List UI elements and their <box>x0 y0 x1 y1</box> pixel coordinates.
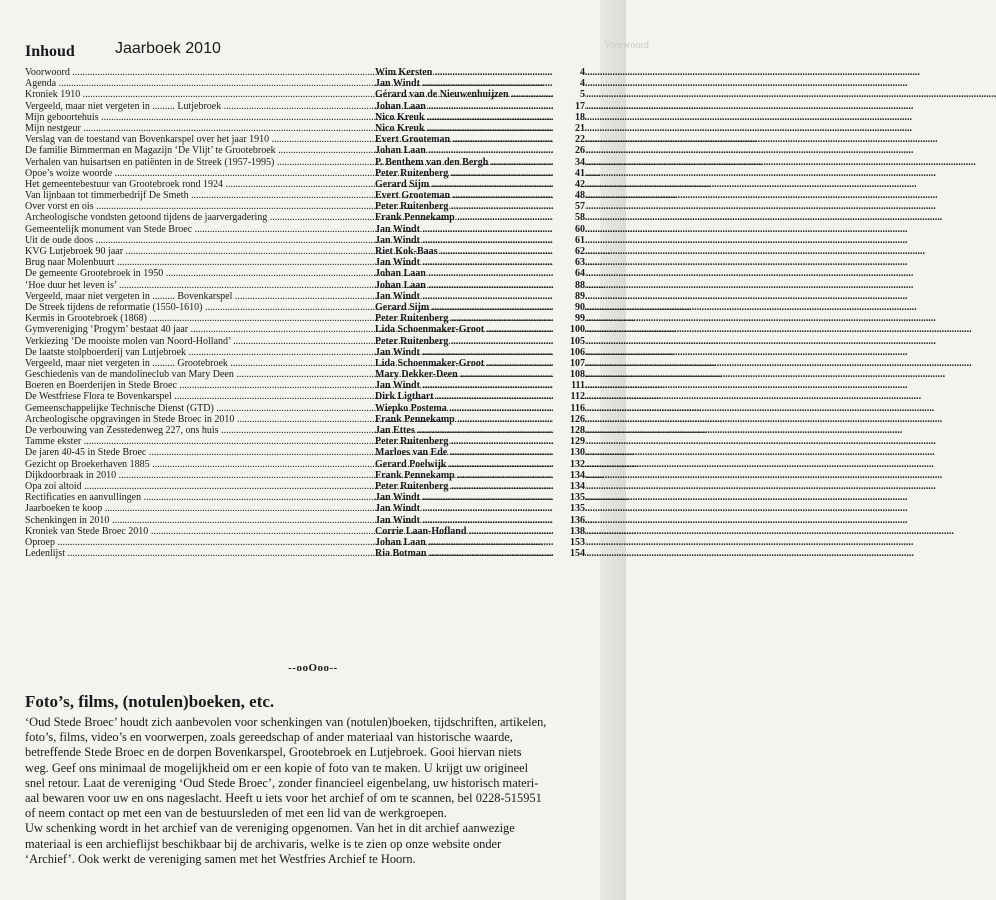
toc-entry <box>25 224 585 235</box>
toc-entry-author: Peter Ruitenberg ..... <box>375 168 553 179</box>
toc-entry-page: 26 <box>553 145 585 156</box>
toc-entry <box>25 548 585 559</box>
toc-entry-author: Nico Kreuk ..... <box>375 112 553 123</box>
toc-entry-author: Lida Schoenmaker-Groot ..... <box>375 358 553 369</box>
toc-entry-title: Gemeenschappelijke Technische Dienst (GTD) ..... <box>25 403 375 414</box>
toc-entry <box>25 179 585 190</box>
toc-entry-page: 99 <box>553 313 585 324</box>
toc-entry-author: Peter Ruitenberg ..... <box>375 201 553 212</box>
toc-entry-page: 90 <box>553 302 585 313</box>
toc-entry <box>25 537 585 548</box>
toc-entry-page: 105 <box>553 336 585 347</box>
toc-entry-author: Jan Windt ..... <box>375 78 553 89</box>
toc-entry-author: Evert Grooteman ..... <box>375 190 553 201</box>
toc-entry-author: Jan Windt ..... <box>375 503 553 514</box>
toc-entry-title: Het gemeentebestuur van Grootebroek rond 1924 ..... <box>25 179 375 190</box>
toc-entry-author: Gerard Sijm ..... <box>375 179 553 190</box>
toc-entry-author: Peter Ruitenberg ..... <box>375 481 553 492</box>
toc-entry-title: Kroniek van Stede Broec 2010 ..... <box>25 526 375 537</box>
toc-entry <box>25 212 585 223</box>
body-line: betreffende Stede Broec en de dorpen Bovenkarspel, Grootebroek en Lutjebroek. Gooi hiervan niets <box>25 745 522 760</box>
toc-entry <box>25 168 585 179</box>
toc-entry-author: Jan Windt ..... <box>375 257 553 268</box>
body-line: foto’s, films, video’s en voorwerpen, zoals gereedschap of ander materiaal van historische waarde, <box>25 730 513 745</box>
toc-entry-title: De jaren 40-45 in Stede Broec ..... <box>25 447 375 458</box>
toc-entry <box>25 257 585 268</box>
toc-entry <box>25 414 585 425</box>
adjacent-page-heading: Voorwoord <box>604 40 649 51</box>
toc-entry <box>25 67 585 78</box>
toc-entry-page: 134 <box>553 481 585 492</box>
toc-entry-title: Mijn geboortehuis ..... <box>25 112 375 123</box>
body-line: of neem contact op met een van de bestuursleden of met een lid van de werkgroepen. <box>25 806 447 821</box>
toc-entry-page: 129 <box>553 436 585 447</box>
toc-entry-title: Mijn nestgeur ..... <box>25 123 375 134</box>
toc-entry-page: 154 <box>553 548 585 559</box>
toc-entry <box>25 134 585 145</box>
toc-entry-title: Gymvereniging ‘Progym’ bestaat 40 jaar ..... <box>25 324 375 335</box>
toc-entry-page: 42 <box>553 179 585 190</box>
yearbook-title: Jaarboek 2010 <box>115 40 221 57</box>
toc-entry-title: De Streek tijdens de reformatie (1550-1610) ..... <box>25 302 375 313</box>
toc-entry-title: Uit de oude doos ..... <box>25 235 375 246</box>
toc-entry <box>25 369 585 380</box>
toc-entry <box>25 436 585 447</box>
toc-entry-title: De Westfriese Flora te Bovenkarspel ..... <box>25 391 375 402</box>
toc-entry-author: Frank Pennekamp ..... <box>375 470 553 481</box>
toc-entry-page: 106 <box>553 347 585 358</box>
toc-entry-title: Agenda ..... <box>25 78 375 89</box>
toc-entry-page: 100 <box>553 324 585 335</box>
toc-entry-author: Mary Dekker-Deen ..... <box>375 369 553 380</box>
toc-entry-page: 128 <box>553 425 585 436</box>
body-line: aal bewaren voor uw en ons nageslacht. Heeft u iets voor het archief of om te scannen, bel 0228-515951 <box>25 791 542 806</box>
toc-entry-page: 89 <box>553 291 585 302</box>
toc-entry-author: Jan Windt ..... <box>375 380 553 391</box>
body-line: weg. Geef ons minimaal de mogelijkheid om er een kopie of foto van te maken. U krijgt uw origineel <box>25 760 529 775</box>
toc-entry-author: Johan Laan ..... <box>375 101 553 112</box>
separator: --ooOoo-- <box>288 662 338 674</box>
section-heading: Inhoud <box>25 43 75 60</box>
toc-entry-page: 22 <box>553 134 585 145</box>
toc-entry <box>25 447 585 458</box>
toc-entry <box>25 391 585 402</box>
section-title: Foto’s, films, (notulen)boeken, etc. <box>25 692 275 711</box>
toc-entry-author: Jan Windt ..... <box>375 291 553 302</box>
toc-entry-title: Schenkingen in 2010 ..... <box>25 515 375 526</box>
toc-entry-title: Gezicht op Broekerhaven 1885 ..... <box>25 459 375 470</box>
toc-entry <box>25 157 585 168</box>
toc-entry-author: Lida Schoenmaker-Groot ..... <box>375 324 553 335</box>
toc-entry <box>25 492 585 503</box>
toc-entry-author: Jan Windt ..... <box>375 224 553 235</box>
toc-entry-title: Vergeeld, maar niet vergeten in ......... Lutjebroek ..... <box>25 101 375 112</box>
toc-entry-author: Gérard van de Nieuwenhuijzen ..... <box>375 89 553 100</box>
toc-entry <box>25 515 585 526</box>
toc-entry-page: 4 <box>553 67 585 78</box>
toc-entry-title: Oproep ..... <box>25 537 375 548</box>
toc-entry-author: Peter Ruitenberg ..... <box>375 313 553 324</box>
toc-entry-title: Boeren en Boerderijen in Stede Broec ..... <box>25 380 375 391</box>
toc-entry-author: Peter Ruitenberg ..... <box>375 436 553 447</box>
toc-entry-author: Riet Kok-Baas ..... <box>375 246 553 257</box>
toc-entry-page: 48 <box>553 190 585 201</box>
toc-entry-page: 134 <box>553 470 585 481</box>
toc-entry-title: Opa zoi altoid ..... <box>25 481 375 492</box>
toc-entry-page: 18 <box>553 112 585 123</box>
toc-entry <box>25 380 585 391</box>
toc-entry-author: Marloes van Ede ..... <box>375 447 553 458</box>
toc-entry <box>25 89 585 100</box>
toc-entry-author: Johan Laan ..... <box>375 280 553 291</box>
toc-entry-page: 41 <box>553 168 585 179</box>
toc-entry <box>25 324 585 335</box>
toc-entry <box>25 78 585 89</box>
toc-entry <box>25 503 585 514</box>
toc-entry-page: 136 <box>553 515 585 526</box>
toc-entry-title: ‘Hoe duur het leven is’ ..... <box>25 280 375 291</box>
toc-entry-title: Vergeeld, maar niet vergeten in ......... Grootebroek ..... <box>25 358 375 369</box>
toc-entry <box>25 190 585 201</box>
toc-entry-author: Gerard Poelwijk ..... <box>375 459 553 470</box>
body-line: ‘Archief’. Ook werkt de vereniging samen met het Westfries Archief te Hoorn. <box>25 851 416 866</box>
toc-entry-title: KVG Lutjebroek 90 jaar ..... <box>25 246 375 257</box>
toc-entry <box>25 268 585 279</box>
toc-entry-author: Frank Pennekamp ..... <box>375 414 553 425</box>
toc-entry <box>25 425 585 436</box>
toc-entry-author: Jan Windt ..... <box>375 492 553 503</box>
toc-entry-title: Verkiezing ‘De mooiste molen van Noord-Holland’ ..... <box>25 336 375 347</box>
toc-entry-page: 153 <box>553 537 585 548</box>
toc-entry-title: Brug naar Molenbuurt ..... <box>25 257 375 268</box>
toc-entry <box>25 280 585 291</box>
toc-entry-page: 57 <box>553 201 585 212</box>
toc-entry-author: Peter Ruitenberg ..... <box>375 336 553 347</box>
toc-entry <box>25 459 585 470</box>
toc-entry-title: Voorwoord ..... <box>25 67 375 78</box>
toc-entry-title: Verhalen van huisartsen en patiënten in de Streek (1957-1995) ..... <box>25 157 375 168</box>
toc-entry <box>25 526 585 537</box>
toc-entry <box>25 481 585 492</box>
toc-entry-page: 88 <box>553 280 585 291</box>
toc-entry-author: Gerard Sijm ..... <box>375 302 553 313</box>
toc-entry-page: 116 <box>553 403 585 414</box>
body-line: Uw schenking wordt in het archief van de vereniging opgenomen. Van het in dit archief aanwezige <box>25 821 515 836</box>
toc-entry-title: Opoe’s woize woorde ..... <box>25 168 375 179</box>
toc-entry-author: Jan Windt ..... <box>375 235 553 246</box>
toc-entry-title: Kroniek 1910 ..... <box>25 89 375 100</box>
toc-entry-title: Vergeeld, maar niet vergeten in ......... Bovenkarspel ..... <box>25 291 375 302</box>
toc-entry <box>25 470 585 481</box>
toc-entry-page: 135 <box>553 503 585 514</box>
toc-entry-page: 17 <box>553 101 585 112</box>
toc-entry-author: Johan Laan ..... <box>375 268 553 279</box>
toc-entry <box>25 358 585 369</box>
toc-entry-page: 21 <box>553 123 585 134</box>
toc-entry <box>25 291 585 302</box>
toc-entry-author: Jan Windt ..... <box>375 347 553 358</box>
toc-entry <box>25 403 585 414</box>
toc-entry <box>25 101 585 112</box>
body-line: snel retour. Laat de vereniging ‘Oud Stede Broec’, zonder financieel eigenbelang, uw historisch materi- <box>25 775 539 790</box>
toc-entry-author: Corrie Laan-Hofland ..... <box>375 526 553 537</box>
toc-entry-page: 112 <box>553 391 585 402</box>
toc-entry-author: Ria Botman ..... <box>375 548 553 559</box>
toc-entry <box>25 235 585 246</box>
toc-entry-title: De gemeente Grootebroek in 1950 ..... <box>25 268 375 279</box>
toc-entry-author: Wiepko Postema ..... <box>375 403 553 414</box>
toc-entry-page: 130 <box>553 447 585 458</box>
toc-entry-page: 132 <box>553 459 585 470</box>
toc-entry <box>25 145 585 156</box>
toc-entry-title: Archeologische opgravingen in Stede Broec in 2010 ..... <box>25 414 375 425</box>
toc-entry-page: 58 <box>553 212 585 223</box>
toc-entry-author: Jan Windt ..... <box>375 515 553 526</box>
toc-entry-author: Frank Pennekamp ..... <box>375 212 553 223</box>
toc-entry <box>25 302 585 313</box>
toc-entry-page: 126 <box>553 414 585 425</box>
toc-entry-title: De verbouwing van Zesstedenweg 227, ons huis ..... <box>25 425 375 436</box>
toc-entry-author: Evert Grooteman ..... <box>375 134 553 145</box>
toc-entry-page: 111 <box>553 380 585 391</box>
body-line: ‘Oud Stede Broec’ houdt zich aanbevolen voor schenkingen van (notulen)boeken, tijdschriften, artikelen, <box>25 715 547 729</box>
toc-entry-title: Archeologische vondsten getoond tijdens de jaarvergadering ..... <box>25 212 375 223</box>
toc-entry-page: 34 <box>553 157 585 168</box>
toc-entry-author: Johan Laan ..... <box>375 537 553 548</box>
toc-entry-page: 61 <box>553 235 585 246</box>
toc-entry-page: 63 <box>553 257 585 268</box>
table-of-contents <box>25 67 585 559</box>
toc-entry <box>25 246 585 257</box>
toc-entry-title: Verslag van de toestand van Bovenkarspel over het jaar 1910 ..... <box>25 134 375 145</box>
toc-entry-page: 108 <box>553 369 585 380</box>
toc-entry-page: 138 <box>553 526 585 537</box>
toc-entry-title: Rectificaties en aanvullingen ..... <box>25 492 375 503</box>
toc-entry-page: 4 <box>553 78 585 89</box>
toc-entry <box>25 112 585 123</box>
toc-entry-author: Dirk Ligthart ..... <box>375 391 553 402</box>
toc-entry-title: Over vorst en ois ..... <box>25 201 375 212</box>
toc-entry-page: 64 <box>553 268 585 279</box>
toc-entry <box>25 313 585 324</box>
toc-entry-author: Nico Kreuk ..... <box>375 123 553 134</box>
toc-entry-title: Geschiedenis van de mandolineclub van Mary Deen ..... <box>25 369 375 380</box>
toc-entry-title: Jaarboeken te koop ..... <box>25 503 375 514</box>
toc-entry-title: Tamme ekster ..... <box>25 436 375 447</box>
toc-entry <box>25 336 585 347</box>
toc-entry-title: De laatste stolpboerderij van Lutjebroek ..... <box>25 347 375 358</box>
toc-entry <box>25 201 585 212</box>
toc-entry-page: 60 <box>553 224 585 235</box>
toc-entry-author: Wim Kersten ..... <box>375 67 553 78</box>
toc-entry-author: Jan Ettes ..... <box>375 425 553 436</box>
toc-entry-title: Dijkdoorbraak in 2010 ..... <box>25 470 375 481</box>
toc-entry-title: Ledenlijst ..... <box>25 548 375 559</box>
section-body <box>25 715 573 867</box>
toc-entry-title: Kermis in Grootebroek (1868) ..... <box>25 313 375 324</box>
toc-entry-title: De familie Bimmerman en Magazijn ‘De Vlijt’ te Grootebroek ..... <box>25 145 375 156</box>
toc-entry-page: 135 <box>553 492 585 503</box>
toc-entry-title: Van lijnbaan tot timmerbedrijf De Smeth ..... <box>25 190 375 201</box>
toc-entry-page: 62 <box>553 246 585 257</box>
toc-entry-title: Gemeentelijk monument van Stede Broec ..... <box>25 224 375 235</box>
toc-entry-page: 107 <box>553 358 585 369</box>
toc-entry <box>25 123 585 134</box>
body-line: materiaal is een archieflijst beschikbaar bij de archivaris, welke is te zien op onze website onder <box>25 836 502 851</box>
toc-entry-author: Johan Laan ..... <box>375 145 553 156</box>
toc-entry-page: 5 <box>553 89 585 100</box>
toc-entry-author: P. Benthem van den Bergh ..... <box>375 157 553 168</box>
toc-entry <box>25 347 585 358</box>
